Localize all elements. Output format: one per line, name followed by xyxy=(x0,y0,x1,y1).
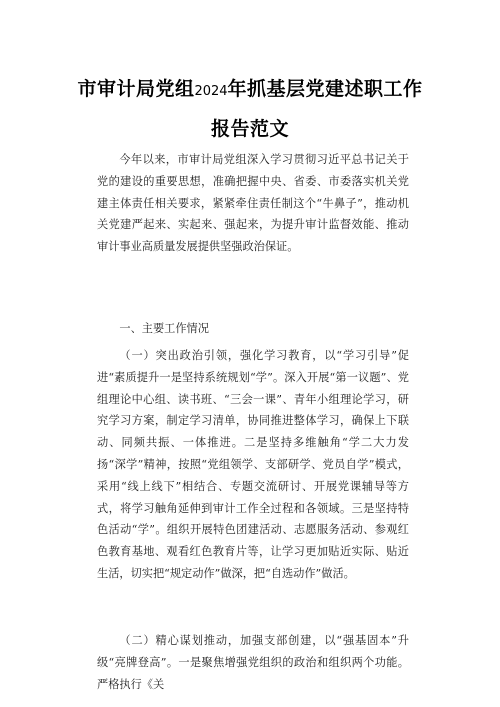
intro-paragraph: 今年以来，市审计局党组深入学习贯彻习近平总书记关于党的建设的重要思想，准确把握中央、省委、市委落实机关党建主体责任相关要求，紧紧牵住责任制这个“牛鼻子”，推动机关党建严起来、实起来、强起来，为提升审计监督效能、推动审计事业高质量发展提供坚强政治保证。 xyxy=(97,153,409,254)
body-paragraph-2: （二）精心谋划推动，加强支部创建，以“强基固本”升级“亮牌登高”。一是聚焦增强党组织的政治和组织两个功能。严格执行《关 xyxy=(97,634,409,691)
body-paragraph-1: （一）突出政治引领，强化学习教育，以“学习引导”促进“素质提升一是坚持系统规划“学”。深入开展“第一议题”、党组理论中心组、读书班、“三会一课”、青年小组理论学习，研究学习方案，制定学习清单，协同推进整体学习，确保上下联动、同频共振、一体推进。二是坚持多维触角“学二大力发扬“深学”精神，按照“党组领学、支部研学、党员自学”模式，采用“线上线下”相结合、专题交流研讨、开展党课辅导等方式，将学习触角延伸到审计工作全过程和各领域。三是坚持特色活动“学”。组织开展特色团建活动、志愿服务活动、参观红色教育基地、观看红色教育片等，让学习更加贴近实际、贴近生活，切实把“规定动作”做深，把“自选动作”做活。 xyxy=(97,349,409,580)
document-title xyxy=(0,74,500,101)
title-text-part2: 年抓基层党建述职工作 xyxy=(227,78,423,100)
section-heading: 一、主要工作情况 xyxy=(119,322,209,335)
title-text-part1: 市审计局党组 xyxy=(77,78,195,100)
document-subtitle: 报告范文 xyxy=(210,118,289,140)
title-year: 2024 xyxy=(194,84,228,99)
